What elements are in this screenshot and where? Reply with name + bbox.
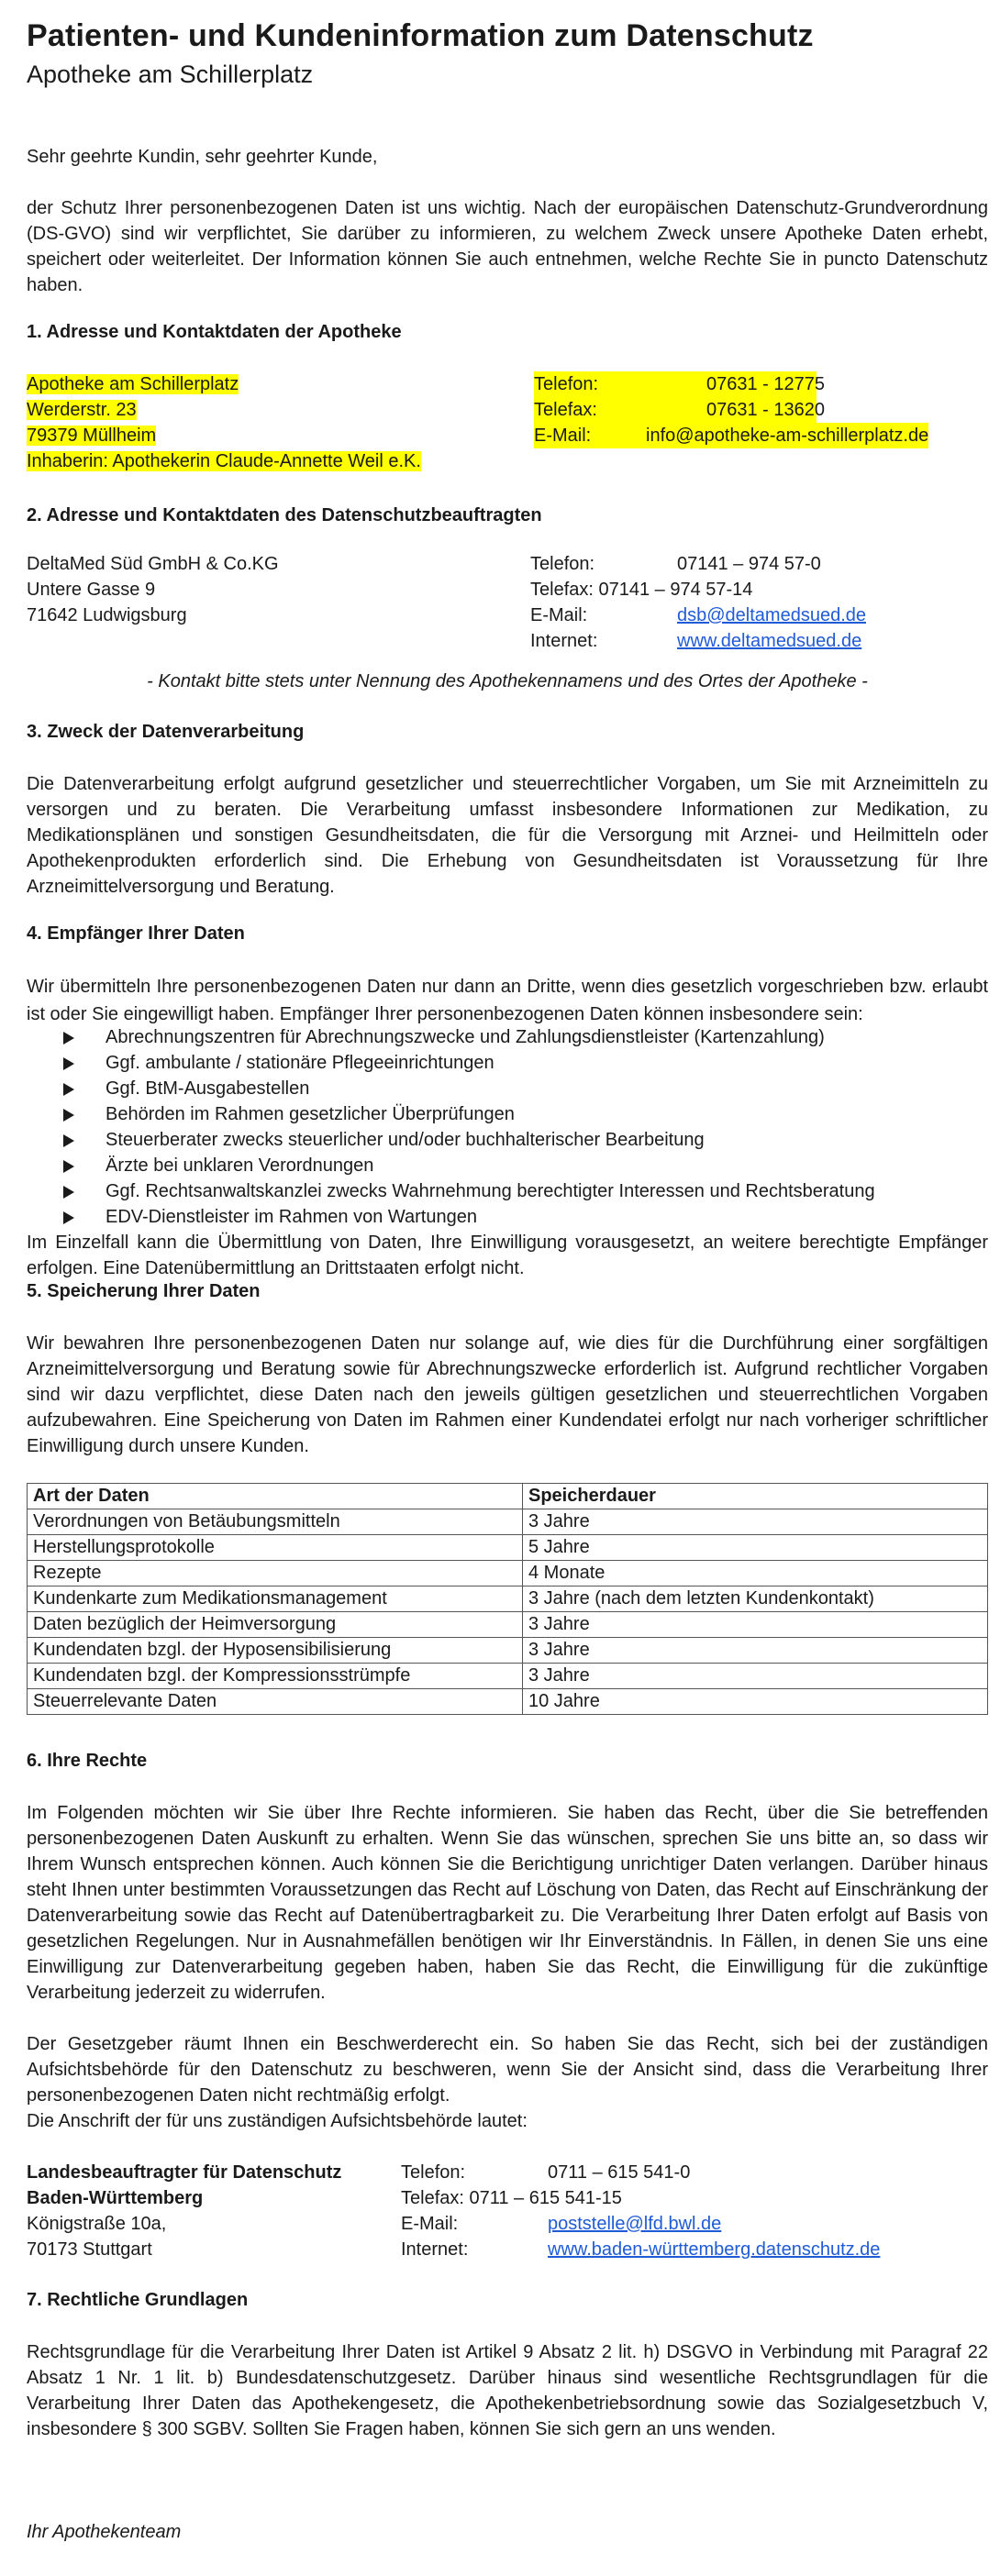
- table-row: Herstellungsprotokolle 5 Jahre: [28, 1535, 988, 1561]
- authority-city: 70173 Stuttgart: [27, 2239, 152, 2260]
- section-5-heading: 5. Speicherung Ihrer Daten: [27, 1281, 261, 1301]
- section-3-text: Die Datenverarbeitung erfolgt aufgrund gesetzlicher und steuerrechtlicher Vorgaben, um Sie mit Arzneimitteln zu versorgen und zu beraten. Die Verarbeitung umfasst insbesondere Informationen zur Medikation, zu Medikationsplänen und sonstigen Gesundheitsdaten, die für die Versorgung mit Arznei- und Heilmitteln oder Apothekenprodukten erforderlich sind. Die Erhebung von Gesundheitsdaten ist Voraussetzung für Ihre Arzneimittelversorgung und Beratung.: [27, 774, 988, 897]
- arrow-bullet-icon: [63, 1109, 74, 1122]
- table-header-row: [28, 1484, 988, 1509]
- table-row: Kundenkarte zum Medikationsmanagement 3 Jahre (nach dem letzten Kundenkontakt): [28, 1587, 988, 1612]
- list-item: Behörden im Rahmen gesetzlicher Überprüfungen: [63, 1101, 875, 1127]
- table-row: Verordnungen von Betäubungsmitteln 3 Jahre: [28, 1509, 988, 1535]
- table-row: Kundendaten bzgl. der Kompressionsstrümpfe 3 Jahre: [28, 1664, 988, 1689]
- intro-paragraph: der Schutz Ihrer personenbezogenen Daten ist uns wichtig. Nach der europäischen Datenschutz-Grundverordnung (DS-GVO) sind wir verpflichtet, Sie darüber zu informieren, zu welchem Zweck unsere Apotheke Daten erhebt, speichert oder weiterleitet. Der Information können Sie auch entnehmen, welche Rechte Sie in puncto Datenschutz haben.: [27, 198, 988, 295]
- arrow-bullet-icon: [63, 1057, 74, 1070]
- table-row: Daten bezüglich der Heimversorgung 3 Jahre: [28, 1612, 988, 1638]
- section-4-heading: 4. Empfänger Ihrer Daten: [27, 923, 245, 944]
- table-row: Rezepte 4 Monate: [28, 1561, 988, 1587]
- authority-fax: Telefax: 0711 – 615 541-15: [401, 2188, 622, 2208]
- pharmacy-phone: 07631 - 12775: [677, 371, 817, 397]
- authority-internet-label: Internet:: [401, 2239, 469, 2260]
- table-header-cell: Art der Daten: [28, 1484, 523, 1509]
- authority-street: Königstraße 10a,: [27, 2214, 167, 2234]
- section-1-heading: 1. Adresse und Kontaktdaten der Apotheke: [27, 322, 402, 342]
- dpo-email-link[interactable]: dsb@deltamedsued.de: [677, 605, 866, 625]
- recipient-list: [63, 1024, 875, 1230]
- section-6-complaint-text: Der Gesetzgeber räumt Ihnen ein Beschwerderecht ein. So haben Sie das Recht, sich bei der zuständigen Aufsichtsbehörde für den Datenschutz zu beschweren, wenn Sie der Ansicht sind, dass die Verarbeitung Ihrer personenbezogenen Daten nicht rechtmäßig erfolgt.: [27, 2034, 988, 2106]
- pharmacy-owner: Inhaberin: Apothekerin Claude-Annette Weil e.K.: [27, 451, 421, 471]
- list-item: Ggf. Rechtsanwaltskanzlei zwecks Wahrnehmung berechtigter Interessen und Rechtsberatung: [63, 1178, 875, 1204]
- document-subtitle: Apotheke am Schillerplatz: [27, 61, 314, 88]
- dpo-fax: Telefax: 07141 – 974 57-14: [530, 580, 753, 600]
- arrow-bullet-icon: [63, 1211, 74, 1224]
- list-item: Abrechnungszentren für Abrechnungszwecke und Zahlungsdienstleister (Kartenzahlung): [63, 1024, 875, 1050]
- pharmacy-fax: 07631 - 13620: [677, 397, 817, 423]
- dpo-phone: 07141 – 974 57-0: [677, 554, 821, 574]
- dpo-internet-label: Internet:: [530, 631, 598, 651]
- pharmacy-name: Apotheke am Schillerplatz: [27, 374, 239, 394]
- pharmacy-fax-label: Telefax:: [534, 397, 677, 423]
- list-item: Ggf. BtM-Ausgabestellen: [63, 1076, 875, 1101]
- pharmacy-email[interactable]: info@apotheke-am-schillerplatz.de: [646, 423, 928, 448]
- dpo-internet-link[interactable]: www.deltamedsued.de: [677, 631, 862, 651]
- authority-phone: 0711 – 615 541-0: [548, 2162, 691, 2183]
- retention-table: [27, 1483, 988, 1715]
- contact-note: - Kontakt bitte stets unter Nennung des Apothekennamens und des Ortes der Apotheke -: [147, 671, 868, 691]
- authority-email-label: E-Mail:: [401, 2214, 459, 2234]
- section-7-heading: 7. Rechtliche Grundlagen: [27, 2290, 249, 2310]
- table-row: Kundendaten bzgl. der Hyposensibilisierung 3 Jahre: [28, 1638, 988, 1664]
- pharmacy-city: 79379 Müllheim: [27, 426, 157, 446]
- list-item: Steuerberater zwecks steuerlicher und/oder buchhalterischer Bearbeitung: [63, 1127, 875, 1153]
- list-item: Ggf. ambulante / stationäre Pflegeeinrichtungen: [63, 1050, 875, 1076]
- list-item: Ärzte bei unklaren Verordnungen: [63, 1153, 875, 1178]
- authority-state: Baden-Württemberg: [27, 2188, 204, 2208]
- section-7-text: Rechtsgrundlage für die Verarbeitung Ihrer Daten ist Artikel 9 Absatz 2 lit. h) DSGVO in Verbindung mit Paragraf 22 Absatz 1 Nr. 1 lit. b) Bundesdatenschutzgesetz. Darüber hinaus sind wesentliche Rechtsgrundlagen für die Verarbeitung Ihrer Daten das Apothekengesetz, die Apothekenbetriebsordnung sowie das Sozialgesetzbuch V, insbesondere § 300 SGBV. Sollten Sie Fragen haben, können Sie sich gern an uns wenden.: [27, 2342, 988, 2439]
- pharmacy-street: Werderstr. 23: [27, 400, 137, 420]
- table-header-cell: Speicherdauer: [523, 1484, 988, 1509]
- section-6-text: Im Folgenden möchten wir Sie über Ihre Rechte informieren. Sie haben das Recht, über die Sie betreffenden personenbezogenen Daten Auskunft zu erhalten. Wenn Sie das wünschen, sprechen Sie uns bitte an, so dass wir Ihrem Wunsch entsprechen können. Auch können Sie die Berichtigung unrichtiger Daten verlangen. Darüber hinaus steht Ihnen unter bestimmten Voraussetzungen das Recht auf Löschung von Daten, das Recht auf Einschränkung der Datenverarbeitung sowie das Recht auf Datenübertragbarkeit zu. Die Verarbeitung Ihrer Daten erfolgt auf Basis von gesetzlichen Regelungen. Nur in Ausnahmefällen benötigen wir Ihr Einverständnis. In Fällen, in denen Sie uns eine Einwilligung zur Datenverarbeitung gegeben haben, haben Sie das Recht, die Einwilligung für die zukünftige Verarbeitung jederzeit zu widerrufen.: [27, 1803, 988, 2003]
- section-2-heading: 2. Adresse und Kontaktdaten des Datenschutzbeauftragten: [27, 505, 542, 525]
- section-4-after-text: Im Einzelfall kann die Übermittlung von Daten, Ihre Einwilligung vorausgesetzt, an weitere berechtigte Empfänger erfolgen. Eine Datenübermittlung an Drittstaaten erfolgt nicht.: [27, 1233, 988, 1278]
- dpo-street: Untere Gasse 9: [27, 580, 156, 600]
- arrow-bullet-icon: [63, 1134, 74, 1147]
- pharmacy-phone-label: Telefon:: [534, 371, 677, 397]
- signature: Ihr Apothekenteam: [27, 2522, 182, 2542]
- arrow-bullet-icon: [63, 1032, 74, 1045]
- section-3-heading: 3. Zweck der Datenverarbeitung: [27, 722, 305, 742]
- authority-name: Landesbeauftragter für Datenschutz: [27, 2162, 342, 2183]
- arrow-bullet-icon: [63, 1186, 74, 1199]
- greeting: Sehr geehrte Kundin, sehr geehrter Kunde,: [27, 147, 378, 167]
- list-item: EDV-Dienstleister im Rahmen von Wartungen: [63, 1204, 875, 1230]
- document-title: Patienten- und Kundeninformation zum Datenschutz: [27, 18, 814, 53]
- section-4-text: Wir übermitteln Ihre personenbezogenen Daten nur dann an Dritte, wenn dies gesetzlich vorgeschrieben bzw. erlaubt ist oder Sie eingewilligt haben. Empfänger Ihrer personenbezogenen Daten können insbesondere sein:: [27, 977, 988, 1024]
- dpo-company: DeltaMed Süd GmbH & Co.KG: [27, 554, 279, 574]
- section-5-text: Wir bewahren Ihre personenbezogenen Daten nur solange auf, wie dies für die Durchführung einer sorgfältigen Arzneimittelversorgung und Beratung sowie für Abrechnungszwecke erforderlich ist. Aufgrund rechtlicher Vorgaben sind wir dazu verpflichtet, diese Daten nach den jeweils gültigen gesetzlichen und steuerrechtlichen Vorgaben aufzubewahren. Eine Speicherung von Daten im Rahmen einer Kundendatei erfolgt nur nach vorheriger schriftlicher Einwilligung durch unsere Kunden.: [27, 1333, 988, 1456]
- arrow-bullet-icon: [63, 1160, 74, 1173]
- authority-internet-link[interactable]: www.baden-württemberg.datenschutz.de: [548, 2239, 881, 2260]
- section-6-heading: 6. Ihre Rechte: [27, 1751, 148, 1771]
- authority-email-link[interactable]: poststelle@lfd.bwl.de: [548, 2214, 722, 2234]
- authority-phone-label: Telefon:: [401, 2162, 466, 2183]
- pharmacy-email-label: E-Mail:: [534, 423, 646, 448]
- dpo-phone-label: Telefon:: [530, 554, 595, 574]
- dpo-city: 71642 Ludwigsburg: [27, 605, 187, 625]
- table-row: Steuerrelevante Daten 10 Jahre: [28, 1689, 988, 1715]
- dpo-email-label: E-Mail:: [530, 605, 588, 625]
- authority-intro: Die Anschrift der für uns zuständigen Aufsichtsbehörde lautet:: [27, 2111, 528, 2131]
- arrow-bullet-icon: [63, 1083, 74, 1096]
